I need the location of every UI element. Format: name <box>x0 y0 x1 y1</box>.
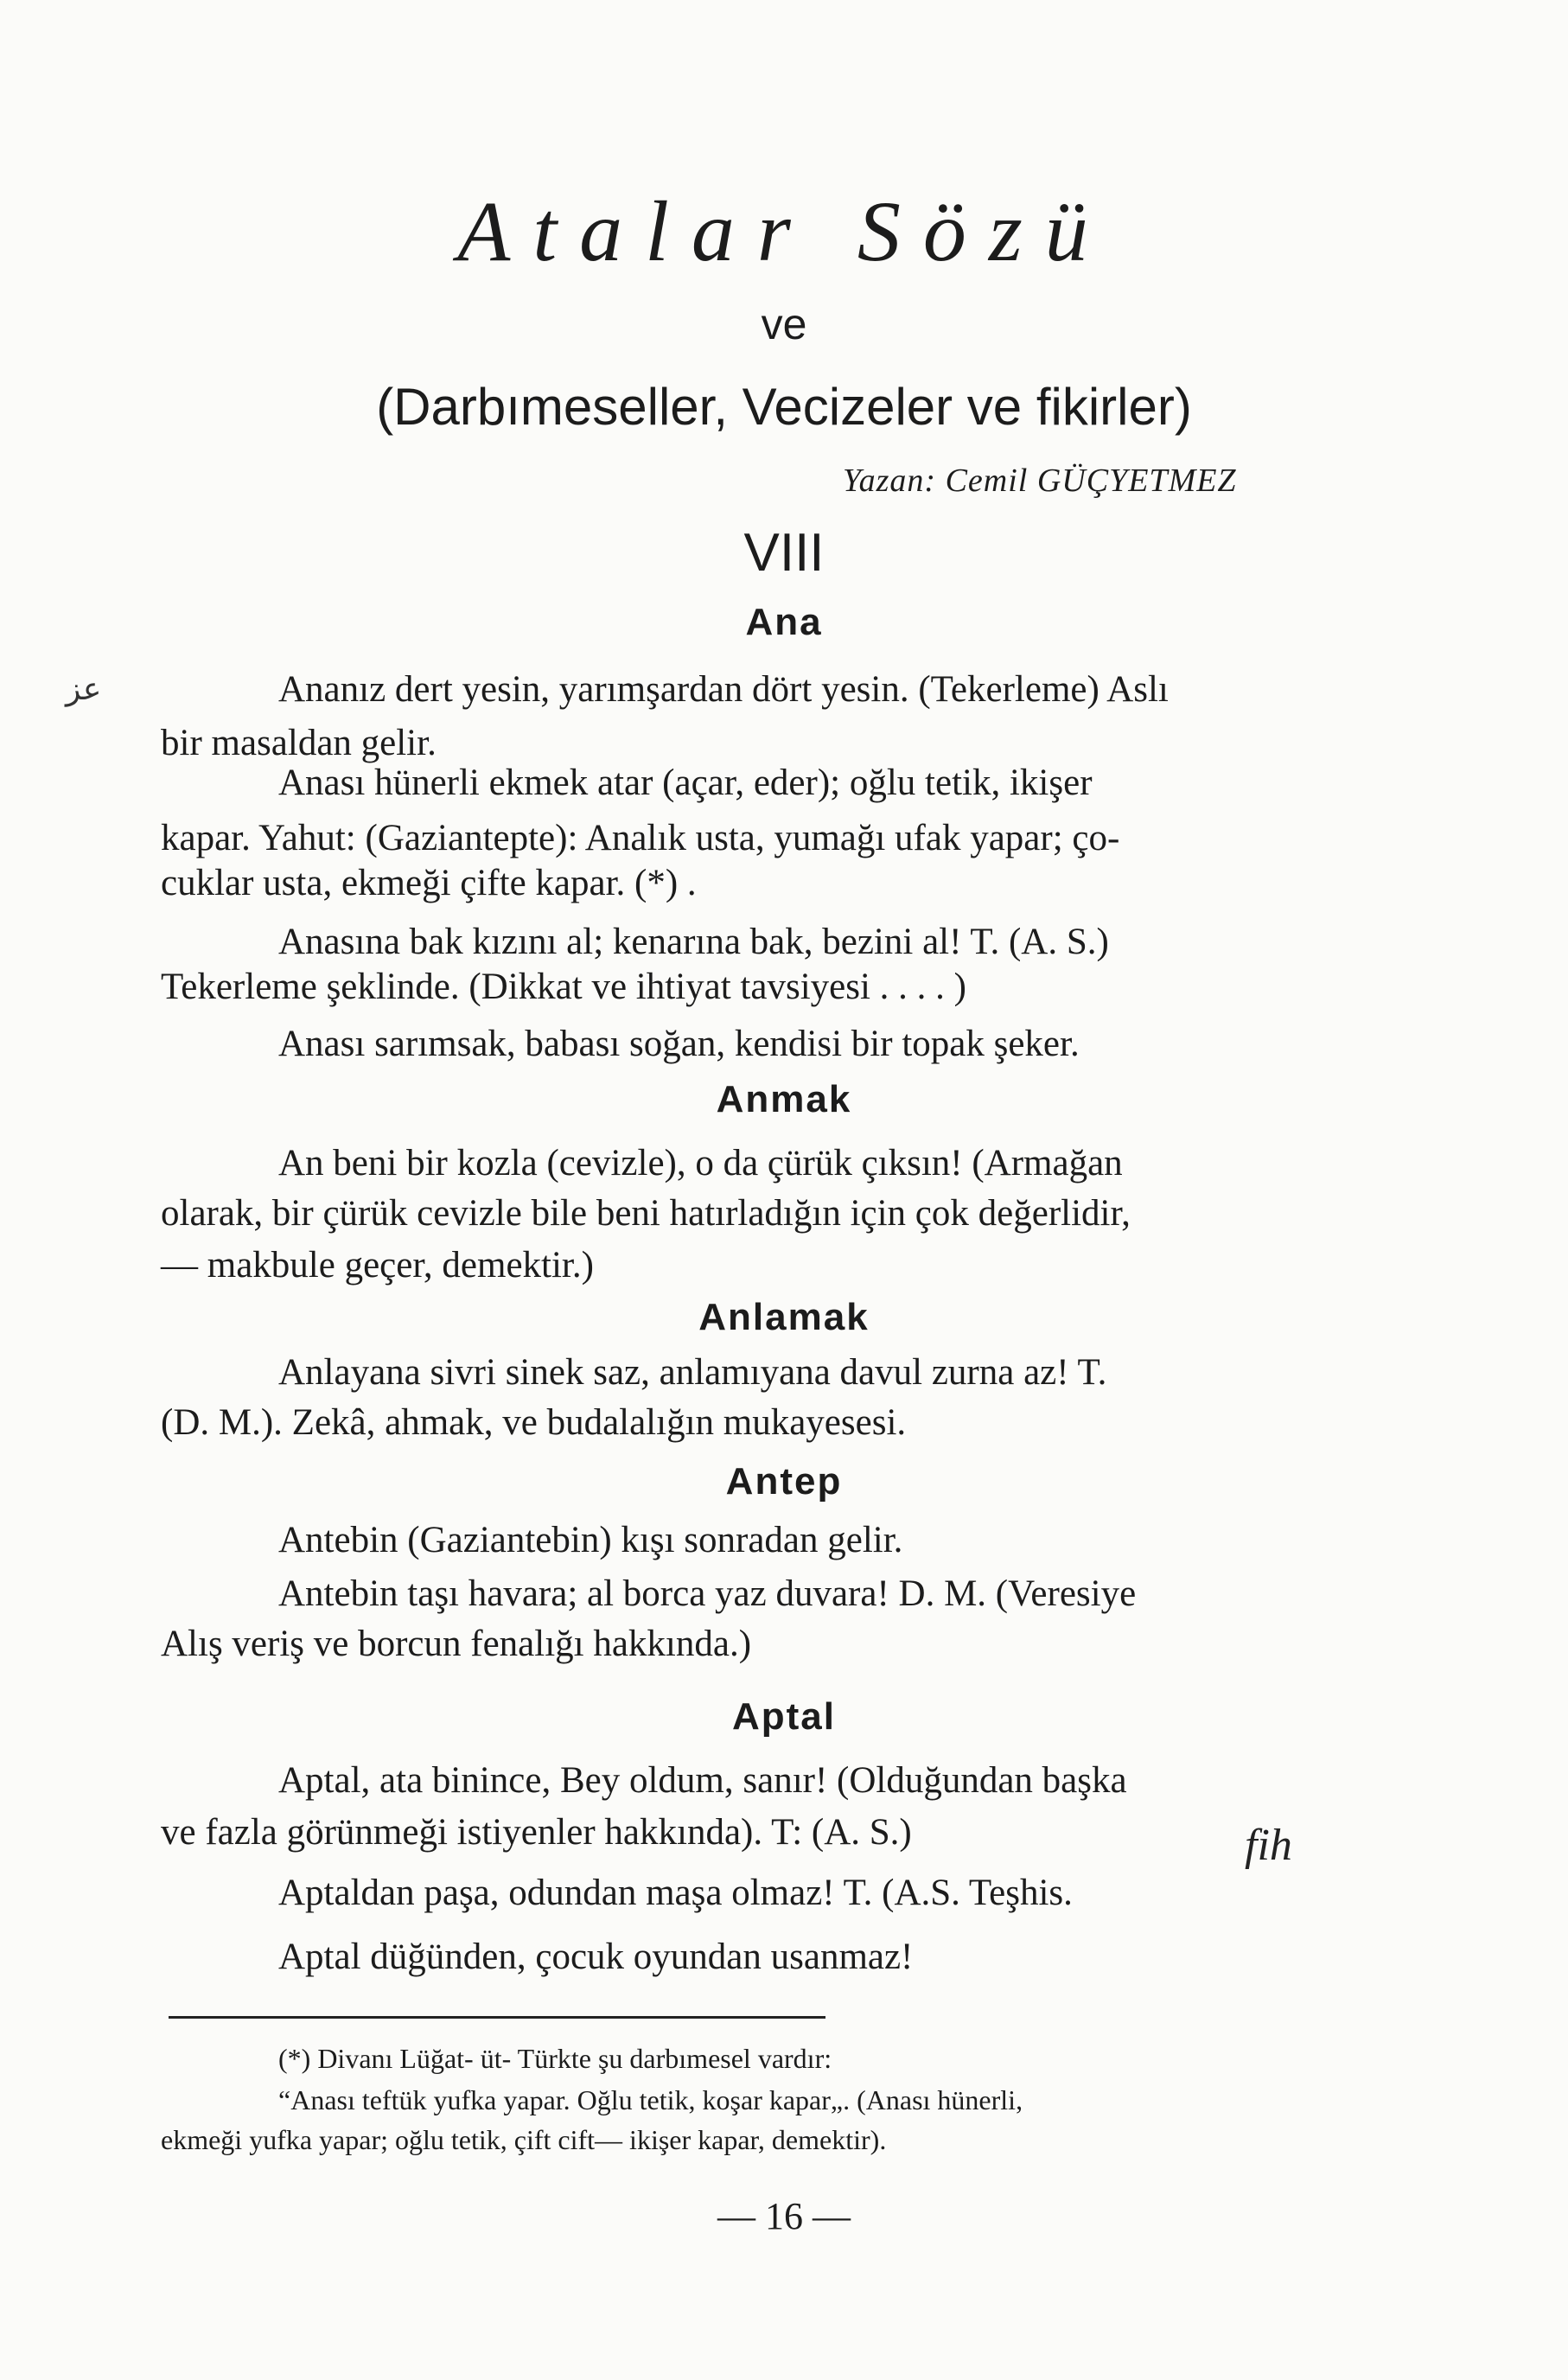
footnote-line: (*) Divanı Lüğat- üt- Türkte şu darbımesel vardır: <box>278 2043 832 2074</box>
text-line: An beni bir kozla (cevizle), o da çürük çıksın! (Armağan <box>278 1143 1123 1184</box>
author-line: Yazan: Cemil GÜÇYETMEZ <box>843 463 1237 499</box>
text-line: cuklar usta, ekmeği çifte kapar. (*) . <box>161 863 697 903</box>
text-line: olarak, bir çürük cevizle bile beni hatırladığın için çok değerlidir, <box>161 1193 1131 1234</box>
text-line: Aptal düğünden, çocuk oyundan usanmaz! <box>278 1937 914 1977</box>
text-line: Anlayana sivri sinek saz, anlamıyana davul zurna az! T. <box>278 1352 1107 1393</box>
text-line: Anasına bak kızını al; kenarına bak, bezini al! T. (A. S.) <box>278 922 1109 962</box>
section-heading-anlamak: Anlamak <box>698 1296 870 1338</box>
text-line: Antebin (Gaziantebin) kışı sonradan gelir. <box>278 1520 903 1560</box>
page-title: Atalar Sözü <box>457 183 1111 279</box>
text-line: Anası hünerli ekmek atar (açar, eder); oğlu tetik, ikişer <box>278 762 1093 803</box>
handwritten-note: fih <box>1245 1821 1292 1870</box>
text-line: bir masaldan gelir. <box>161 723 437 763</box>
footnote-line: “Anası teftük yufka yapar. Oğlu tetik, koşar kapar„. (Anası hünerli, <box>278 2084 1023 2115</box>
text-line: (D. M.). Zekâ, ahmak, ve budalalığın mukayesesi. <box>161 1402 907 1443</box>
text-line: — makbule geçer, demektir.) <box>161 1245 594 1286</box>
footnote-divider <box>169 2016 825 2019</box>
section-heading-ana: Ana <box>745 601 823 643</box>
text-line: Aptaldan paşa, odundan maşa olmaz! T. (A.S. Teşhis. <box>278 1873 1073 1913</box>
text-line: Antebin taşı havara; al borca yaz duvara! D. M. (Veresiye <box>278 1573 1137 1614</box>
title-conjunction: ve <box>761 300 807 348</box>
text-line: ve fazla görünmeği istiyenler hakkında). T: (A. S.) <box>161 1812 912 1853</box>
text-line: Anası sarımsak, babası soğan, kendisi bir topak şeker. <box>278 1024 1080 1064</box>
text-line: kapar. Yahut: (Gaziantepte): Analık usta, yumağı ufak yapar; ço- <box>161 818 1120 858</box>
section-number: VIII <box>743 523 825 583</box>
section-heading-antep: Antep <box>725 1460 843 1503</box>
section-heading-anmak: Anmak <box>716 1078 852 1120</box>
footnote-line: ekmeği yufka yapar; oğlu tetik, çift cift— ikişer kapar, demektir). <box>161 2124 887 2155</box>
text-line: Alış veriş ve borcun fenalığı hakkında.) <box>161 1624 752 1664</box>
margin-scribble: ﻋﺰ <box>66 672 102 706</box>
text-line: Tekerleme şeklinde. (Dikkat ve ihtiyat tavsiyesi . . . . ) <box>161 967 966 1007</box>
page-number: — 16 — <box>717 2195 851 2237</box>
page-subtitle: (Darbımeseller, Vecizeler ve fikirler) <box>376 378 1192 436</box>
text-line: Ananız dert yesin, yarımşardan dört yesin. (Tekerleme) Aslı <box>278 669 1169 710</box>
section-heading-aptal: Aptal <box>732 1695 836 1738</box>
text-line: Aptal, ata binince, Bey oldum, sanır! (Olduğundan başka <box>278 1760 1127 1801</box>
